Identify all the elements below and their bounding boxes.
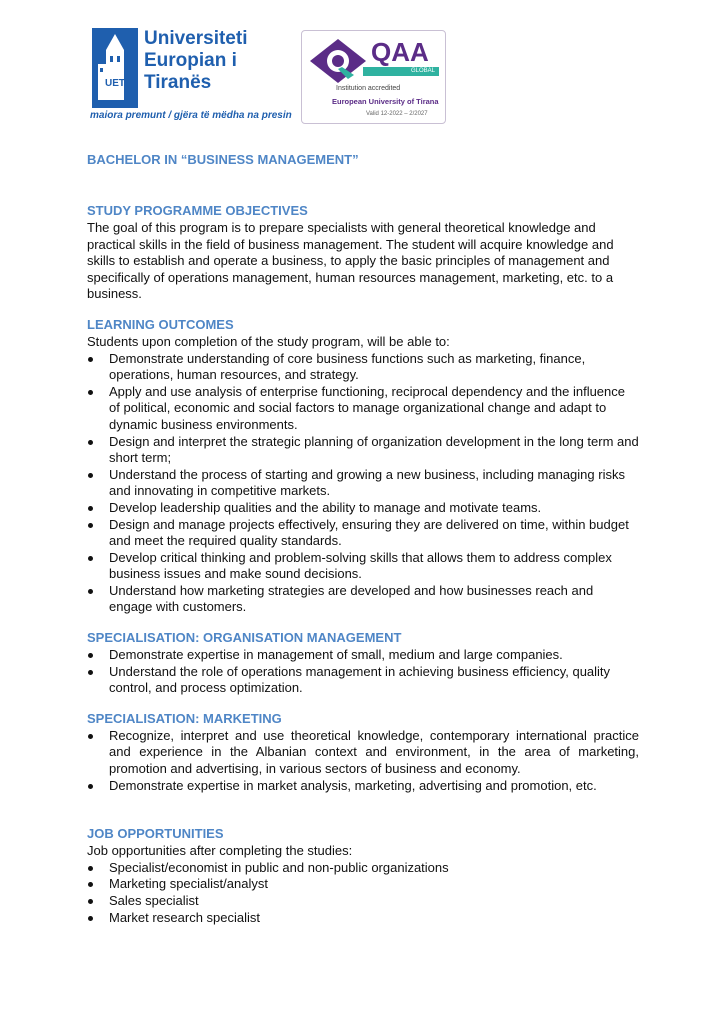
bullet-icon — [88, 390, 93, 395]
bullet-icon — [88, 523, 93, 528]
bullet-icon — [88, 589, 93, 594]
bullet-icon — [88, 916, 93, 921]
university-emblem — [92, 28, 138, 108]
list-item — [87, 550, 639, 583]
list-item-text: Apply and use analysis of enterprise functioning, reciprocal dependency and the influence of political, economic and social factors to manage organizational change and adapt to dynamic business environments. — [109, 383, 626, 432]
university-logo — [90, 28, 292, 124]
list-item-text: Market research specialist — [109, 909, 260, 925]
list-item — [87, 728, 639, 778]
jobs-heading: JOB OPPORTUNITIES — [87, 826, 224, 842]
bullet-icon — [88, 506, 93, 511]
qaa-diamond-icon — [308, 37, 368, 87]
bullet-icon — [88, 784, 93, 789]
list-item — [87, 434, 639, 467]
bullet-icon — [88, 670, 93, 675]
list-item-text: Demonstrate understanding of core business functions such as marketing, finance, operations, human resources, and strategy. — [109, 350, 586, 383]
qaa-accredited-text: Institution accredited — [336, 85, 401, 92]
spec-marketing-heading: SPECIALISATION: MARKETING — [87, 710, 282, 726]
learning-outcomes-list — [87, 351, 639, 617]
bullet-icon — [88, 734, 93, 739]
list-item — [87, 778, 639, 795]
list-item — [87, 910, 639, 927]
jobs-list — [87, 860, 639, 926]
bullet-icon — [88, 556, 93, 561]
list-item — [87, 860, 639, 877]
bullet-icon — [88, 473, 93, 478]
university-name-line-3: Tiranës — [144, 72, 212, 93]
objectives-text: The goal of this program is to prepare specialists with general theoretical knowledge and practical skills in the field of business management. The student will acquire knowledge and skills to establish and operate a business, to apply the basic principles of management and specifically of operations management, human resources management, marketing, etc. to a business. — [87, 220, 614, 302]
learning-outcomes-intro: Students upon completion of the study program, will be able to: — [87, 333, 450, 349]
list-item-text: Marketing specialist/analyst — [109, 876, 268, 892]
university-name — [144, 28, 278, 94]
bullet-icon — [88, 899, 93, 904]
tower-emblem-icon — [92, 28, 138, 108]
university-name-line-2: Europian i — [144, 50, 237, 71]
bullet-icon — [88, 357, 93, 362]
list-item — [87, 583, 639, 616]
list-item — [87, 467, 639, 500]
list-item — [87, 876, 639, 893]
list-item-text: Recognize, interpret and use theoretical knowledge, contemporary international practice and experience in the Albanian context and environment, in the area of marketing, promotion and advertising, in various sectors of business and economy. — [109, 727, 639, 777]
university-name-line-1: Universiteti — [144, 28, 248, 49]
bullet-icon — [88, 866, 93, 871]
jobs-intro: Job opportunities after completing the studies: — [87, 843, 353, 859]
university-motto: maiora premunt / gjëra të mëdha na presin — [90, 110, 292, 121]
qaa-global-label: GLOBAL — [363, 67, 439, 76]
emblem-text: UET — [105, 78, 125, 89]
bullet-icon — [88, 882, 93, 887]
list-item — [87, 351, 639, 384]
list-item-text: Demonstrate expertise in management of small, medium and large companies. — [109, 647, 563, 663]
spec-org-heading: SPECIALISATION: ORGANISATION MANAGEMENT — [87, 630, 402, 646]
qaa-wordmark: QAA — [371, 37, 429, 67]
list-item-text: Understand how marketing strategies are developed and how businesses reach and engage with customers. — [109, 582, 594, 615]
objectives-heading: STUDY PROGRAMME OBJECTIVES — [87, 203, 308, 218]
list-item-text: Specialist/economist in public and non-public organizations — [109, 859, 449, 875]
qaa-accreditation-badge — [301, 30, 446, 124]
spec-org-list — [87, 647, 639, 697]
bullet-icon — [88, 440, 93, 445]
list-item-text: Develop leadership qualities and the ability to manage and motivate teams. — [109, 499, 542, 515]
qaa-validity: Valid 12-2022 – 2/2027 — [366, 111, 428, 117]
list-item-text: Demonstrate expertise in market analysis, marketing, advertising and promotion, etc. — [109, 777, 597, 793]
list-item-text: Sales specialist — [109, 893, 199, 908]
qaa-institution-name: European University of Tirana — [332, 97, 439, 106]
bullet-icon — [88, 653, 93, 658]
list-item-text: Design and manage projects effectively, ensuring they are delivered on time, within budget and meet the required quality standards. — [109, 516, 629, 549]
list-item-text: Understand the role of operations management in achieving business efficiency, quality control, and process optimization. — [109, 663, 611, 696]
list-item-text: Understand the process of starting and growing a new business, including managing risks and innovating in competitive markets. — [109, 466, 625, 499]
list-item — [87, 500, 639, 517]
programme-title: BACHELOR IN “BUSINESS MANAGEMENT” — [87, 152, 359, 167]
list-item — [87, 517, 639, 550]
list-item — [87, 647, 639, 664]
list-item-text: Develop critical thinking and problem-solving skills that allows them to address complex business issues and make sound decisions. — [109, 549, 612, 582]
list-item — [87, 893, 639, 910]
document-body — [87, 152, 639, 926]
learning-outcomes-heading: LEARNING OUTCOMES — [87, 316, 234, 332]
list-item — [87, 664, 639, 697]
list-item-text: Design and interpret the strategic planning of organization development in the long term and short term; — [109, 433, 639, 466]
list-item — [87, 384, 639, 434]
spec-marketing-list — [87, 728, 639, 794]
